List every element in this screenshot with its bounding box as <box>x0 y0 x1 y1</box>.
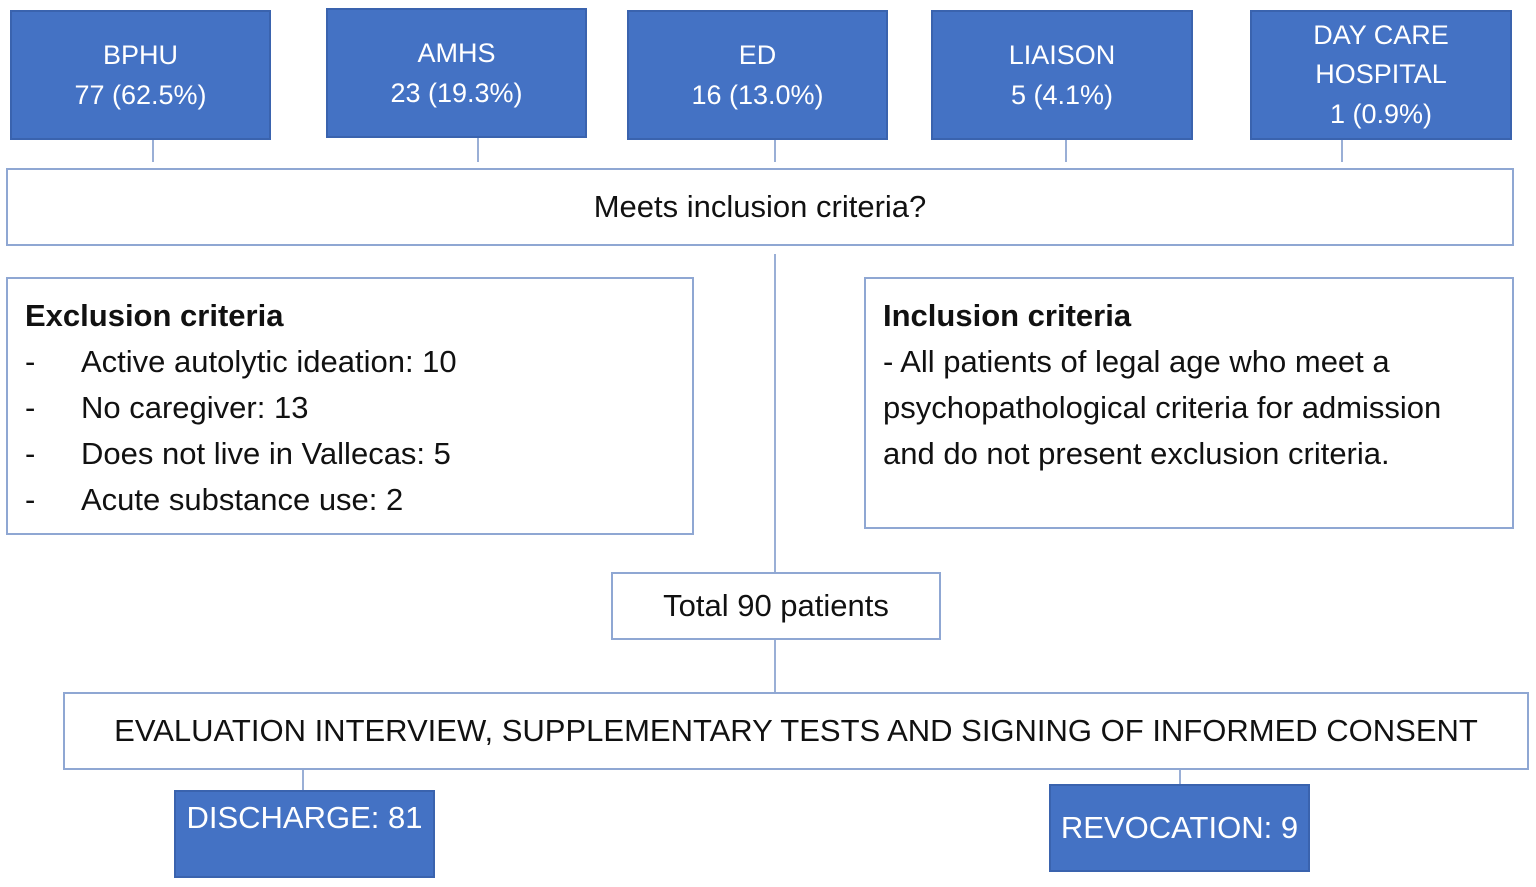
exclusion-criteria-title: Exclusion criteria <box>25 298 284 333</box>
evaluation-text: EVALUATION INTERVIEW, SUPPLEMENTARY TESTS AND SIGNING OF INFORMED CONSENT <box>114 713 1478 748</box>
source-count: 16 (13.0%) <box>691 80 824 110</box>
connector-day-care <box>1341 140 1343 162</box>
discharge-box <box>174 790 435 878</box>
source-box-ed <box>627 10 888 140</box>
total-patients-box <box>611 572 941 640</box>
bullet-dash: - <box>25 482 36 517</box>
source-box-liaison <box>931 10 1193 140</box>
list-item <box>25 477 676 523</box>
exclusion-criteria-box <box>6 277 694 535</box>
exclusion-criteria-list <box>25 339 676 523</box>
bullet-dash: - <box>25 436 36 471</box>
exclusion-item-text: Acute substance use: 2 <box>81 482 404 517</box>
list-item <box>25 385 676 431</box>
source-count: 1 (0.9%) <box>1329 98 1433 129</box>
source-name: ED <box>738 39 777 70</box>
source-box-amhs <box>326 8 587 138</box>
connector-ed <box>774 140 776 162</box>
inclusion-criteria-text: - All patients of legal age who meet a psychopathological criteria for admission and do not present exclusion criteria. <box>883 344 1442 471</box>
source-box-day-care-hospital <box>1250 10 1512 140</box>
source-box-bphu <box>10 10 271 140</box>
exclusion-item-text: No caregiver: 13 <box>81 390 309 425</box>
source-count: 5 (4.1%) <box>1010 80 1114 110</box>
connector-liaison <box>1065 140 1067 162</box>
discharge-text: DISCHARGE: 81 <box>186 800 423 835</box>
revocation-box <box>1049 784 1310 872</box>
source-name: DAY CARE HOSPITAL <box>1313 20 1449 90</box>
inclusion-criteria-box <box>864 277 1514 529</box>
inclusion-question-box <box>6 168 1514 246</box>
exclusion-item-text: Active autolytic ideation: 10 <box>81 344 457 379</box>
connector-to-revocation <box>1179 770 1181 784</box>
total-patients-text: Total 90 patients <box>663 588 889 623</box>
source-count: 23 (19.3%) <box>390 78 523 108</box>
inclusion-question-text: Meets inclusion criteria? <box>593 189 927 224</box>
connector-amhs <box>477 138 479 162</box>
connector-main-vertical <box>774 254 776 572</box>
source-name: BPHU <box>102 39 178 70</box>
bullet-dash: - <box>25 344 36 379</box>
connector-total-to-evaluation <box>774 640 776 692</box>
list-item <box>25 339 676 385</box>
bullet-dash: - <box>25 390 36 425</box>
source-name: LIAISON <box>1008 39 1116 70</box>
evaluation-box <box>63 692 1529 770</box>
source-count: 77 (62.5%) <box>74 80 207 110</box>
exclusion-item-text: Does not live in Vallecas: 5 <box>81 436 451 471</box>
connector-bphu <box>152 140 154 162</box>
revocation-text: REVOCATION: 9 <box>1060 810 1299 845</box>
inclusion-criteria-title: Inclusion criteria <box>883 298 1132 333</box>
source-name: AMHS <box>417 37 496 68</box>
list-item <box>25 431 676 477</box>
connector-to-discharge <box>302 770 304 790</box>
